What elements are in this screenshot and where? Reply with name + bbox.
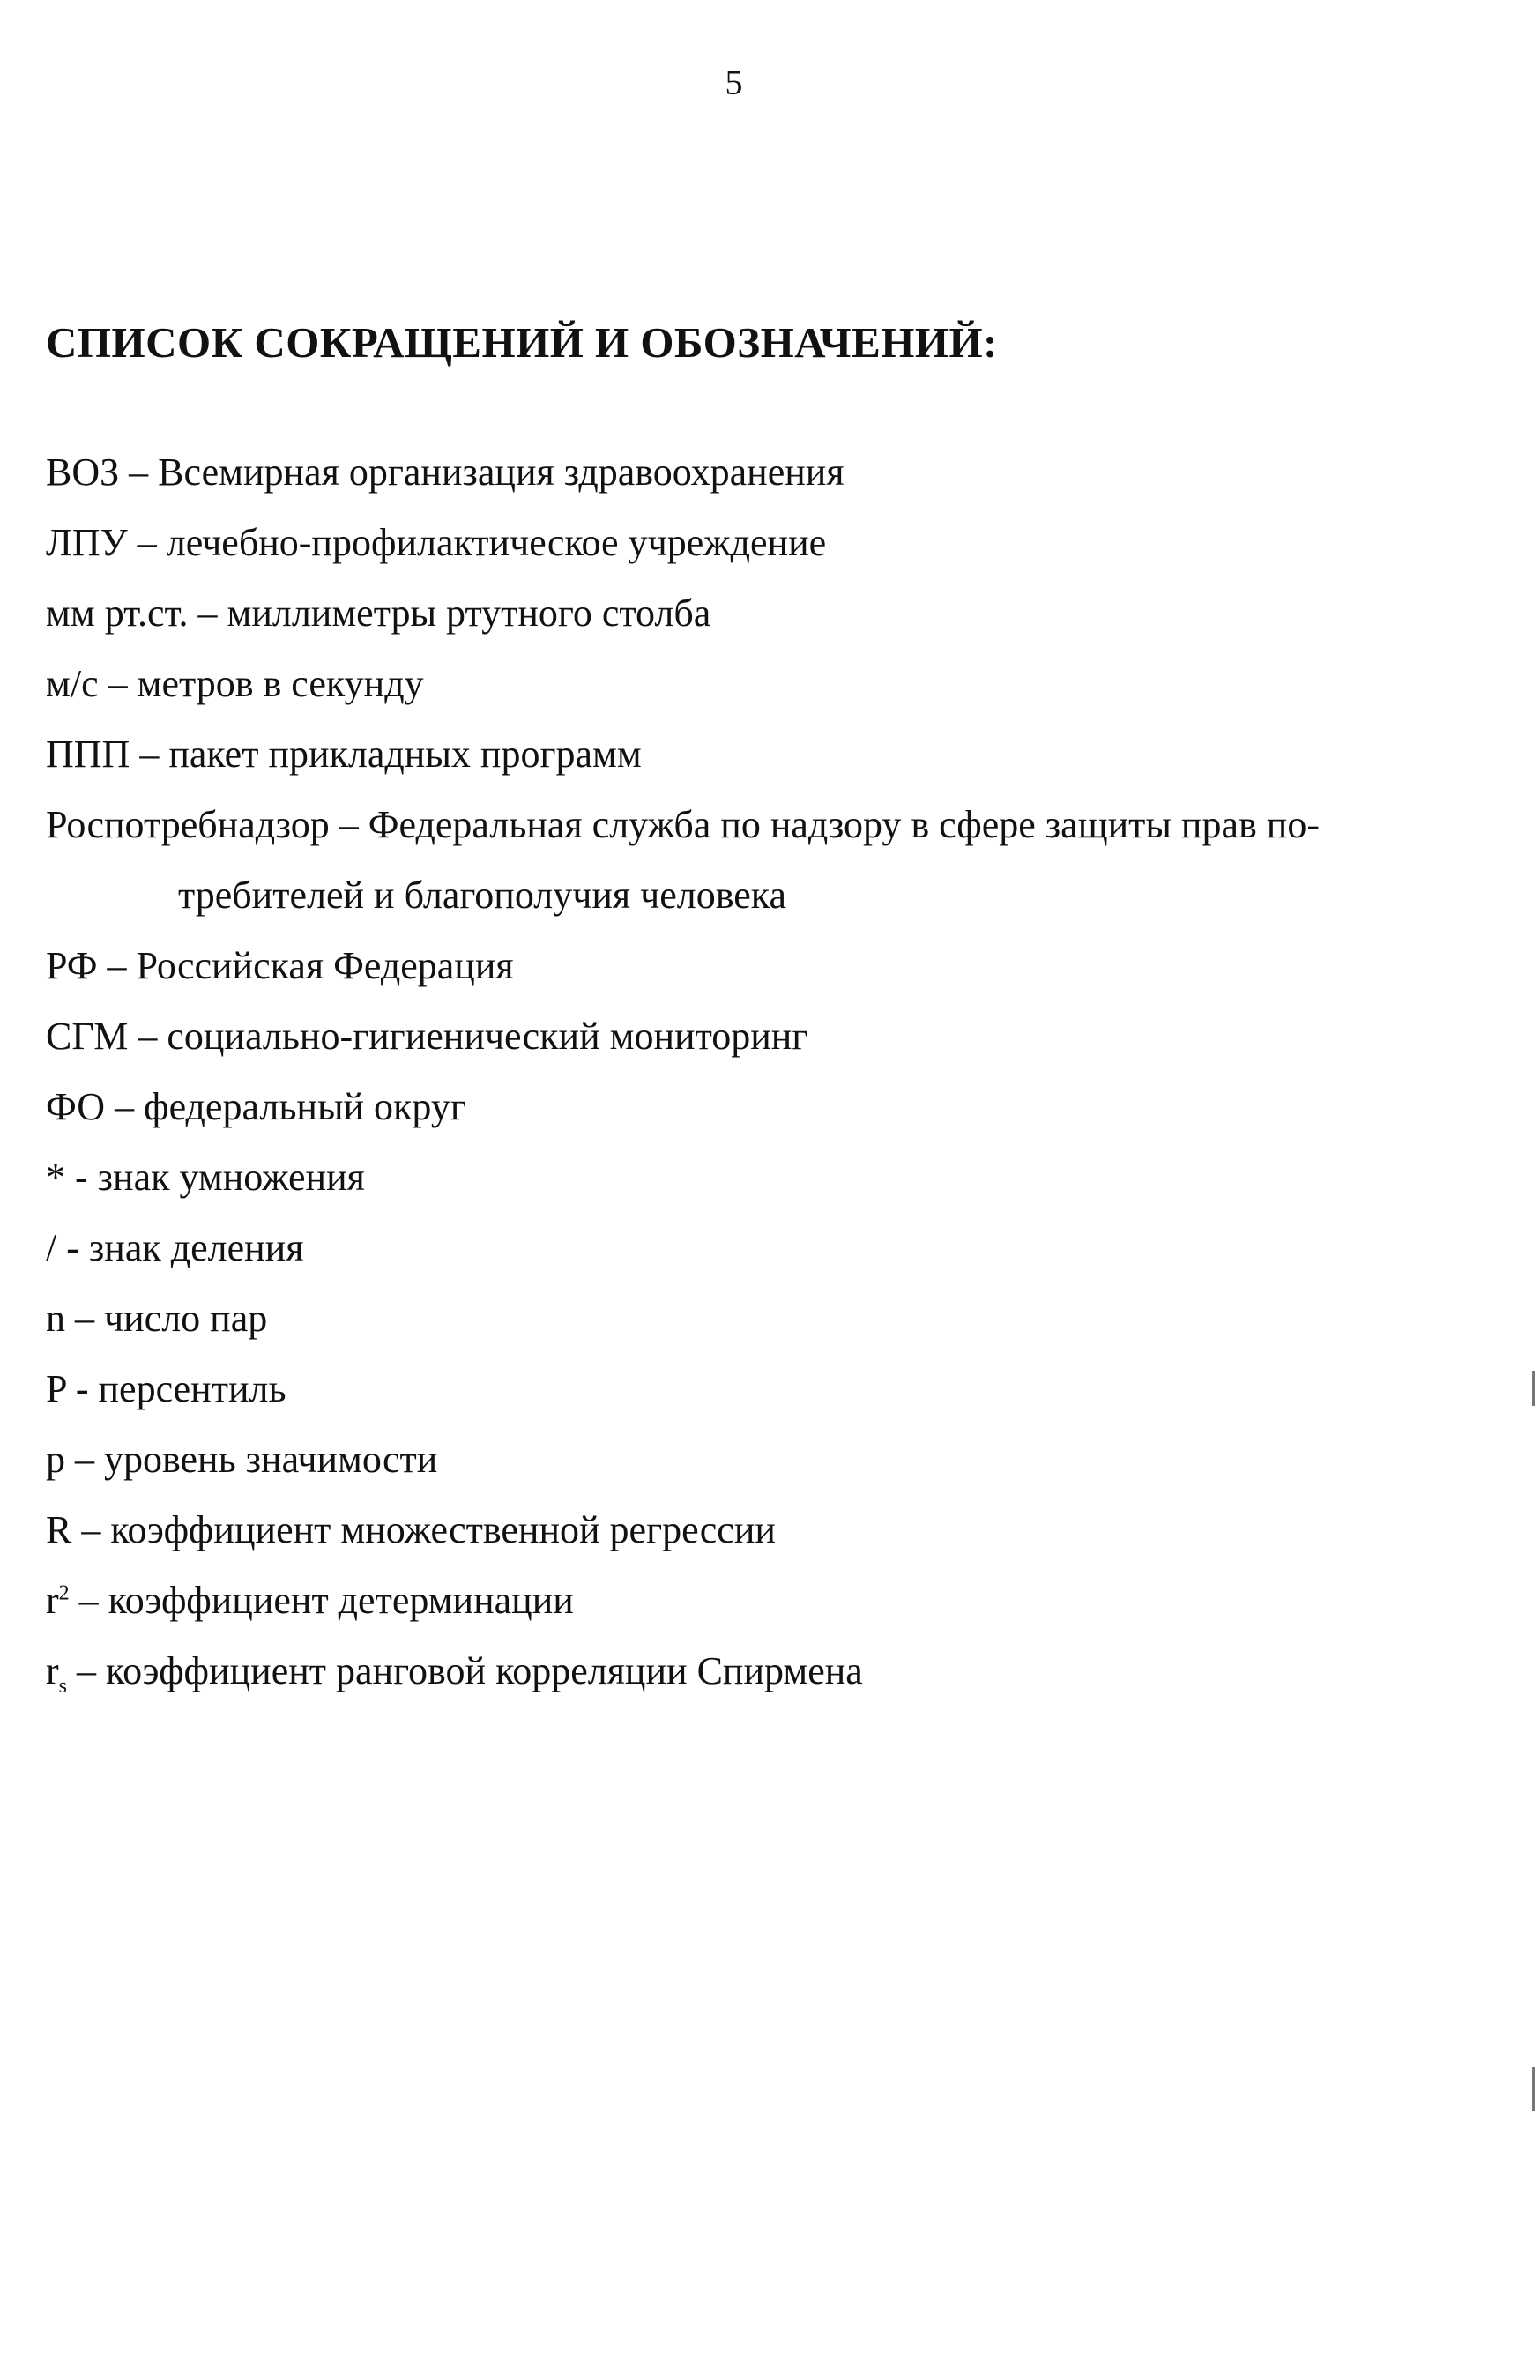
list-item [46,578,1456,649]
abbreviation-term: r [46,1579,59,1622]
separator: – [67,1649,106,1692]
abbreviation-definition: метров в секунду [137,662,424,705]
abbreviation-term: мм рт.ст. [46,591,189,635]
abbreviation-term: r [46,1649,59,1692]
separator: – [97,944,137,987]
abbreviation-definition: коэффициент детерминации [108,1579,574,1622]
list-item [46,1001,1456,1072]
list-item [46,649,1456,719]
abbreviation-term: ЛПУ [46,521,128,564]
list-item [46,1213,1456,1283]
abbreviation-definition: миллиметры ртутного столба [227,591,711,635]
superscript: 2 [58,1581,70,1605]
separator: – [98,662,138,705]
list-item [46,1142,1456,1213]
abbreviation-term: Роспотребнадзор [46,803,330,846]
separator: – [119,450,159,494]
abbreviation-definition: социально-гигиенический мониторинг [167,1015,808,1058]
abbreviation-definition: уровень значимости [104,1438,438,1481]
abbreviation-term: n [46,1297,65,1340]
abbreviation-definition: персентиль [98,1367,286,1410]
list-item [46,508,1456,578]
list-item [46,1566,1456,1636]
separator: – [69,1579,108,1622]
abbreviation-term: СГМ [46,1015,129,1058]
separator: – [105,1085,145,1128]
abbreviation-term: R [46,1508,72,1551]
separator: – [188,591,227,635]
page-number: 5 [725,63,743,102]
abbreviation-definition: лечебно-профилактическое учреждение [166,521,827,564]
abbreviation-definition: Всемирная организация здравоохранения [158,450,844,494]
separator: - [65,1367,99,1410]
abbreviation-term: РФ [46,944,98,987]
abbreviation-definition: пакет прикладных программ [168,733,642,776]
abbreviation-term: ВОЗ [46,450,120,494]
abbreviation-definition: знак умножения [97,1156,365,1199]
list-item [46,1495,1456,1566]
list-item [46,1283,1456,1354]
separator: - [56,1226,89,1269]
abbreviation-term: P [46,1367,66,1410]
abbreviation-term: * [46,1156,65,1199]
separator: – [65,1297,104,1340]
abbreviation-term: / [46,1226,57,1269]
separator: – [329,803,368,846]
list-item [46,1424,1456,1495]
list-item [46,719,1456,790]
abbreviation-definition: федеральный округ [144,1085,466,1128]
separator: – [127,521,167,564]
abbreviation-list [46,437,1456,1707]
list-item [46,1354,1456,1424]
separator: - [65,1156,98,1199]
abbreviation-definition: коэффициент множественной регрессии [110,1508,776,1551]
abbreviation-term: ФО [46,1085,106,1128]
abbreviation-definition: Федеральная служба по надзору в сфере защиты прав по- [368,803,1320,846]
abbreviation-definition: коэффициент ранговой корреляции Спирмена [106,1649,863,1692]
abbreviation-term: м/с [46,662,99,705]
separator: – [65,1438,104,1481]
separator: – [128,1015,167,1058]
abbreviation-term: ППП [46,733,130,776]
separator: – [71,1508,111,1551]
list-item [46,1072,1456,1142]
abbreviation-definition-continuation: требителей и благополучия человека [178,874,787,917]
abbreviation-term: p [46,1438,65,1481]
list-item [46,931,1456,1001]
page-title: СПИСОК СОКРАЩЕНИЙ И ОБОЗНАЧЕНИЙ: [46,318,998,367]
separator: – [130,733,169,776]
abbreviation-definition: Российская Федерация [136,944,514,987]
abbreviation-definition: число пар [104,1297,268,1340]
list-item [46,1636,1456,1707]
scan-edge-mark [1532,2067,1535,2111]
abbreviation-definition: знак деления [88,1226,304,1269]
subscript: s [58,1674,67,1698]
scan-edge-mark [1532,1371,1535,1406]
list-item [46,437,1456,508]
list-item [46,790,1456,931]
